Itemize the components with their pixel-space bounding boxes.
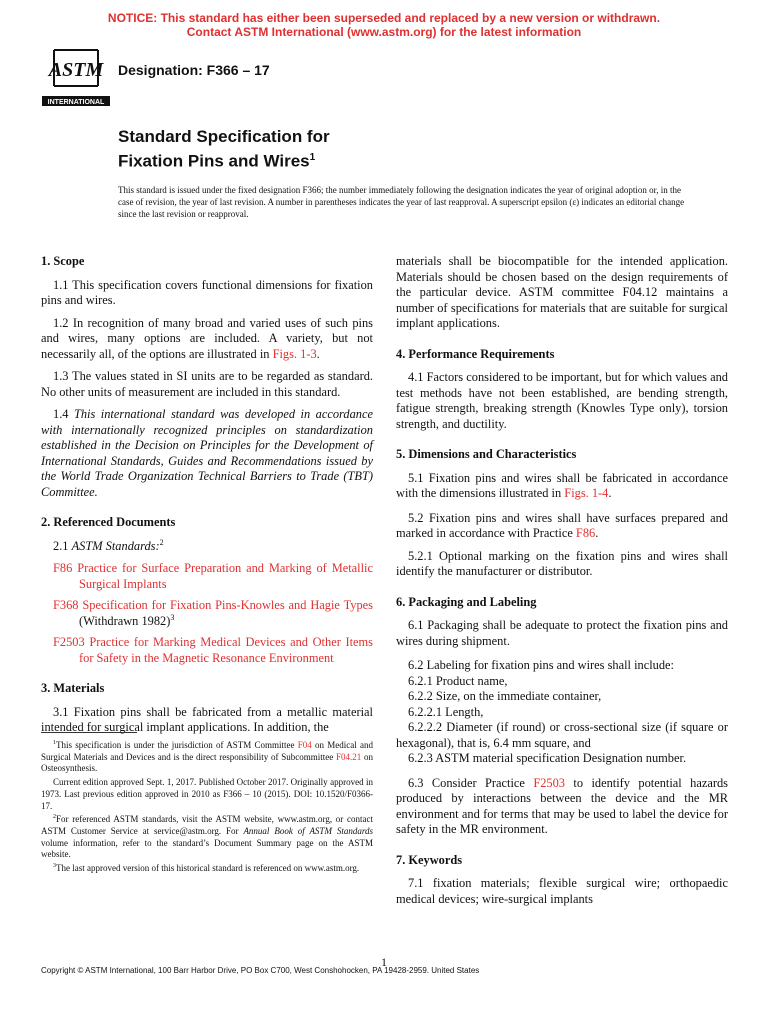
section-heading-performance: 4. Performance Requirements bbox=[396, 346, 555, 361]
paragraph-4-1: 4.1 Factors considered to be important, but for which values and test methods have not been established, are bending strength, fatigue strength, breaking strength (Knowles Type only), torsion strength, and ductility. bbox=[396, 370, 728, 431]
paragraph-7-1: 7.1 fixation materials; flexible surgical wire; orthopaedic medical devices; wire-surgical implants bbox=[396, 876, 728, 906]
title-footnote-mark: 1 bbox=[309, 152, 316, 163]
f86-link[interactable]: F86 bbox=[575, 526, 596, 540]
logo-subtext: INTERNATIONAL bbox=[47, 99, 105, 106]
reference-title-link[interactable]: Practice for Marking Medical Devices and Other Items for Safety in the Magnetic Resonance Environment bbox=[79, 635, 373, 665]
paragraph-2-1: 2.1 ASTM Standards:$^2$ bbox=[53, 537, 164, 553]
paragraph-6-1: 6.1 Packaging shall be adequate to protect the fixation pins and wires during shipment. bbox=[396, 618, 728, 648]
section-heading-materials: 3. Materials bbox=[41, 681, 105, 695]
section-heading-packaging: 6. Packaging and Labeling bbox=[396, 594, 537, 609]
reference-code-link[interactable]: F368 bbox=[53, 598, 79, 612]
footnote-3: $^3$The last approved version of this historical standard is referenced on www.astm.org. bbox=[53, 863, 360, 874]
title-line-1: Standard Specification for bbox=[118, 127, 330, 146]
footnote-rule bbox=[41, 732, 137, 733]
footnote-1: $^1$This specification is under the jurisdiction of ASTM Committee F04 on Medical and Surgical Materials and Devices and is the direct responsibility of Subcommittee F04.21 on Osteosynthesis. bbox=[41, 740, 374, 774]
paragraph-6-2-1: 6.2.1 Product name, bbox=[408, 673, 508, 688]
figs-1-4-link[interactable]: Figs. 1-4 bbox=[564, 486, 609, 500]
paragraph-6-2-2: 6.2.2 Size, on the immediate container, bbox=[408, 689, 602, 703]
copyright: Copyright © ASTM International, 100 Barr Harbor Drive, PO Box C700, West Conshohocken, PA 19428-2959. United States bbox=[41, 966, 480, 975]
f2503-link[interactable]: F2503 bbox=[533, 775, 566, 790]
paragraph-5-1: 5.1 Fixation pins and wires shall be fabricated in accordance with the dimensions illustrated in Figs. 1-4. bbox=[396, 470, 728, 500]
section-heading-dimensions: 5. Dimensions and Characteristics bbox=[396, 447, 577, 461]
footnote-2: $^2$For referenced ASTM standards, visit the ASTM website, www.astm.org, or contact ASTM Customer Service at service@astm.org. For Annual Book of ASTM Standards volume information, refer to the standard’s Document Summary page on the ASTM website. bbox=[41, 814, 373, 860]
astm-logo bbox=[40, 44, 112, 108]
designation: Designation: F366 – 17 bbox=[118, 62, 270, 78]
paragraph-5-2: 5.2 Fixation pins and wires shall have surfaces prepared and marked in accordance with Practice F86. bbox=[396, 510, 728, 540]
f04-21-link[interactable]: F04.21 bbox=[335, 751, 362, 762]
right-column bbox=[396, 254, 728, 914]
logo-mark-text: ASTM bbox=[48, 59, 104, 81]
section-heading-scope: 1. Scope bbox=[41, 254, 85, 268]
paragraph-6-3: 6.3 Consider Practice F2503 to identify potential hazards produced by interactions between the device and the MR environment and for terms that may be used to label the device for safety in the MR environment. bbox=[396, 775, 728, 836]
reference-title-link[interactable]: Specification for Fixation Pins-Knowles and Hagie Types bbox=[82, 598, 373, 612]
paragraph-6-2: 6.2 Labeling for fixation pins and wires shall include: bbox=[408, 658, 674, 672]
footnotes bbox=[41, 740, 373, 877]
paragraph-5-2-1: 5.2.1 Optional marking on the fixation pins and wires shall identify the manufacturer or distributor. bbox=[396, 548, 728, 578]
reference-title-link[interactable]: Practice for Surface Preparation and Marking of Metallic Surgical Implants bbox=[77, 561, 373, 591]
paragraph-1-2: 1.2 In recognition of many broad and varied uses of such pins and wires, many options are included. A variety, but not necessarily all, of the options are illustrated in Figs. 1-3. bbox=[41, 315, 373, 361]
reference-item: F368 Specification for Fixation Pins-Knowles and Hagie Types (Withdrawn 1982)$^3$ bbox=[53, 598, 373, 628]
figs-1-3-link[interactable]: Figs. 1-3 bbox=[272, 346, 317, 361]
paragraph-6-2-3: 6.2.3 ASTM material specification Designation number. bbox=[408, 751, 687, 765]
paragraph-6-2-2-1: 6.2.2.1 Length, bbox=[408, 704, 484, 719]
paragraph-1-4: 1.4 This international standard was developed in accordance with internationally recognized principles on standardization established in the Decision on Principles for the Development of International Standards, Guides and Recommendations issued by the World Trade Organization Technical Barriers to Trade (TBT) Committee. bbox=[41, 407, 373, 499]
reference-item bbox=[41, 561, 373, 592]
issuance-statement: This standard is issued under the fixed designation F366; the number immediately following the designation indicates the year of original adoption or, in the case of revision, the year of last revision. A number in parentheses indicates the year of last reapproval. A superscript epsilon (ε) indicates an editorial change since the last revision or reapproval. bbox=[118, 185, 685, 219]
page-number: 1 bbox=[381, 955, 387, 969]
reference-item bbox=[41, 635, 373, 666]
section-heading-keywords: 7. Keywords bbox=[396, 852, 463, 867]
f04-link[interactable]: F04 bbox=[297, 740, 312, 750]
reference-code-link[interactable]: F2503 bbox=[53, 635, 85, 649]
paragraph-3-1-continued: materials shall be biocompatible for the intended application. Materials should be chosen based on the design requirements of the particular device. ASTM committee F04.12 maintains a number of specifications for materials that are suitable for surgical implant applications. bbox=[396, 254, 728, 330]
left-column bbox=[41, 254, 373, 743]
footnote-1-edition: Current edition approved Sept. 1, 2017. Published October 2017. Originally approved in 1973. Last previous edition approved in 2010 as F366 – 10 (2015). DOI: 10.1520/F0366-17. bbox=[41, 777, 373, 811]
document-title bbox=[118, 126, 330, 172]
title-line-2: Fixation Pins and Wires bbox=[118, 151, 310, 171]
section-heading-referenced: 2. Referenced Documents bbox=[41, 515, 176, 529]
paragraph-1-3: 1.3 The values stated in SI units are to be regarded as standard. No other units of measurement are included in this standard. bbox=[41, 369, 373, 399]
notice-line-2: Contact ASTM International (www.astm.org) for the latest information bbox=[186, 25, 582, 39]
paragraph-1-1: 1.1 This specification covers functional dimensions for fixation pins and wires. bbox=[41, 277, 373, 307]
notice-line-1: NOTICE: This standard has either been superseded and replaced by a new version or withdrawn. bbox=[107, 11, 661, 25]
paragraph-3-1: 3.1 Fixation pins shall be fabricated from a metallic material intended for surgical implant applications. In addition, the bbox=[41, 704, 373, 734]
reference-list bbox=[41, 561, 373, 666]
supersession-notice bbox=[0, 11, 768, 39]
reference-code-link[interactable]: F86 bbox=[53, 561, 73, 575]
paragraph-6-2-2-2: 6.2.2.2 Diameter (if round) or cross-sectional size (if square or hexagonal), that is, 6.4 mm square, and bbox=[396, 720, 728, 750]
